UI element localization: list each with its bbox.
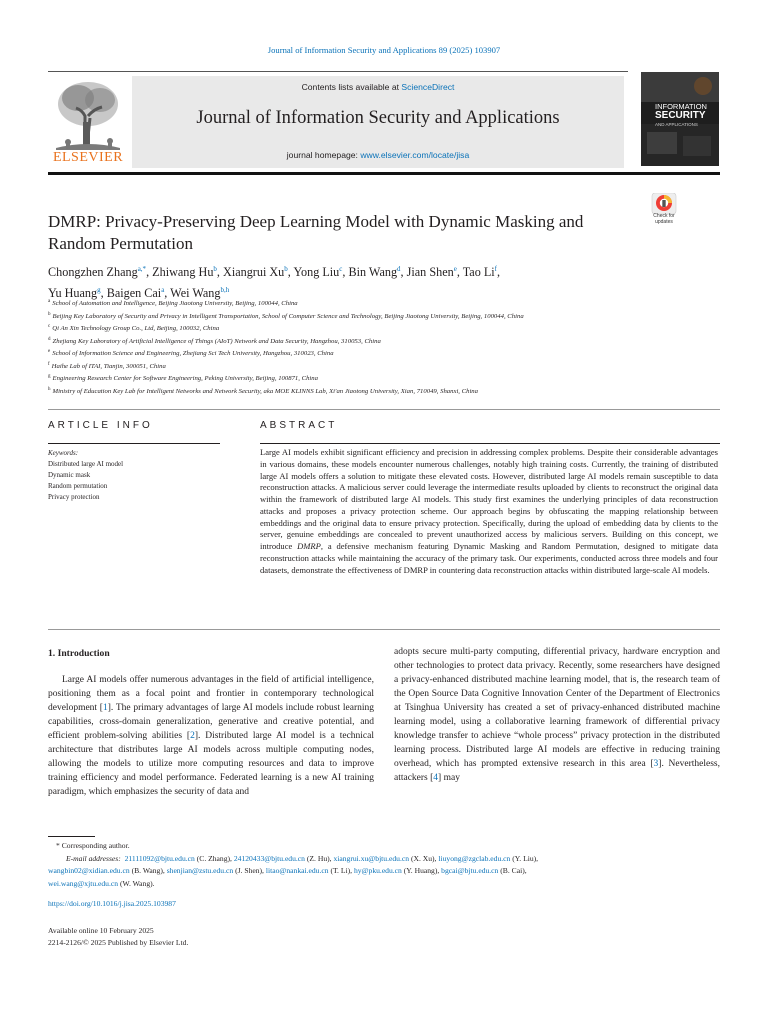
author-line-1: Chongzhen Zhang$^{a,*}$, Zhiwang Hu$^b$, Xiangrui Xu$^b$, Yong Liu$^c$, Bin Wang$^d$, Jian Shen$^e$, Tao Li$^f$,	[48, 265, 501, 279]
email-owner: (T. Li),	[330, 866, 353, 875]
author-affil-mark[interactable]: b	[284, 265, 288, 273]
cover-title-line3: AND APPLICATIONS	[655, 122, 698, 127]
cover-title-line1: INFORMATION	[655, 102, 707, 111]
keywords-label: Keywords:	[48, 449, 79, 457]
author-affil-mark[interactable]: a,*	[137, 265, 147, 273]
email-link[interactable]: xiangrui.xu@bjtu.edu.cn	[333, 853, 410, 863]
author-affil-mark[interactable]: d	[397, 265, 401, 273]
author-name[interactable]: Chongzhen Zhang	[48, 265, 138, 279]
citation-link[interactable]: 2	[190, 731, 195, 741]
crossmark-label-line1: Check for	[653, 213, 675, 219]
author-name[interactable]: Yu Huang	[48, 286, 98, 300]
affiliation-text: Engineering Research Center for Software Engineering, Peking University, Beijing, 100871, China	[52, 375, 318, 382]
author-affil-mark[interactable]: g	[97, 286, 101, 294]
author-affil-mark[interactable]: a	[161, 286, 165, 294]
affiliation-mark: g	[48, 374, 51, 379]
author-line-2: Yu Huang$^g$, Baigen Cai$^a$, Wei Wang$^{b,h}$	[48, 286, 230, 300]
contents-prefix: Contents lists available at	[301, 82, 402, 92]
affiliation-mark: e	[48, 349, 51, 354]
abstract-text-part: , a defensive mechanism featuring Dynamic Masking and Random Permutation, designed to mitigate data reconstruction attacks while maintaining the accuracy of the primary task. Our experiments, conducted across three models and four datasets, demonstrate the effectiveness of DMRP in countering data reconstruction attacks within distributed large-scale AI models.	[260, 541, 718, 575]
email-link[interactable]: shenjian@zstu.edu.cn	[166, 866, 234, 875]
author-name[interactable]: Jian Shen	[406, 265, 454, 279]
corresponding-author-note: * Corresponding author.	[56, 841, 130, 850]
paper-title	[48, 211, 648, 255]
affiliation-text: School of Automation and Intelligence, Beijing Jiaotong University, Beijing, 100044, China	[52, 300, 298, 307]
email-link[interactable]: 21111092@bjtu.edu.cn	[124, 853, 195, 863]
email-link[interactable]: 24120433@bjtu.edu.cn	[233, 853, 305, 863]
affiliation-mark: h	[48, 386, 51, 392]
affiliation-mark: d	[48, 336, 51, 342]
issn-copyright: 2214-2126/© 2025 Published by Elsevier Ltd.	[48, 937, 189, 947]
citation-link[interactable]: 1	[102, 703, 108, 713]
masthead-top-rule	[48, 71, 628, 72]
abstract-method-name: DMRP	[297, 541, 321, 551]
doi-link[interactable]: https://doi.org/10.1016/j.jisa.2025.103987	[48, 899, 176, 908]
contents-line	[132, 82, 624, 92]
section-divider	[48, 409, 720, 410]
affiliation-item	[48, 297, 720, 310]
email-owner: (W. Wang).	[119, 878, 155, 888]
author-name[interactable]: Xiangrui Xu	[223, 265, 285, 279]
body-text: ]. Distributed large AI model is a technical architecture that distributes large AI models across multiple computing nodes, allowing the models to utilize more computing resources and data to improve training efficiency and model performance. Federated learning is a new AI training paradigm, which emphasizes the security of data and	[48, 731, 374, 797]
paper-title-line1: DMRP: Privacy-Preserving Deep Learning Model with Dynamic Masking and	[48, 212, 584, 231]
author-name[interactable]: Bin Wang	[348, 265, 398, 279]
author-affil-mark[interactable]: b	[213, 265, 217, 273]
email-owner: (B. Wang),	[131, 866, 165, 875]
author-affil-mark[interactable]: b,h	[220, 286, 230, 294]
affiliation-item	[48, 360, 720, 373]
cover-title-line2: SECURITY	[655, 110, 706, 121]
affiliation-item	[48, 310, 553, 323]
paper-title-line2: Random Permutation	[48, 234, 193, 253]
body-text: adopts secure multi-party computing, differential privacy, hardware encryption and other technologies to protect data privacy. Recently, some researchers have designed a privacy-enhanced distributed machine learning model, that is, the research team of the Open Source Data Cognitive Innovation Center of the Department of Electronics at Tsinghua University has created a set of privacy-enhanced distributed machine learning model, using a collaborative learning framework of differential privacy knowledge transfer to achieve “whole process” privacy protection in the distributed learning process. Distributed large AI models are effective in reducing training overhead, which has prompted extensive research in this area [	[394, 647, 720, 769]
affiliation-text: School of Information Science and Engineering, Zhejiang Sci Tech University, Hangzhou, 310023, China	[52, 350, 334, 357]
journal-homepage-link[interactable]: www.elsevier.com/locate/jisa	[360, 150, 470, 160]
keyword-item: Random permutation	[48, 482, 108, 490]
available-online-date: Available online 10 February 2025	[48, 926, 154, 935]
email-link[interactable]: bgcai@bjtu.edu.cn	[441, 866, 499, 875]
author-affil-mark[interactable]: e	[453, 265, 457, 273]
journal-cover[interactable]	[641, 72, 719, 166]
author-name[interactable]: Zhiwang Hu	[152, 265, 214, 279]
abstract-body	[260, 447, 718, 576]
author-affil-mark[interactable]: c	[339, 265, 343, 273]
email-owner: (J. Shen),	[235, 866, 264, 875]
footnote-block	[48, 840, 720, 890]
email-owner: (Y. Huang),	[403, 866, 440, 875]
section-heading-introduction: 1. Introduction	[48, 648, 110, 659]
author-name[interactable]: Baigen Cai	[106, 286, 162, 300]
affiliation-item	[48, 335, 720, 348]
crossmark-label-line2: updates	[655, 219, 673, 225]
check-for-updates-badge[interactable]	[644, 193, 684, 227]
citation-link[interactable]: 3	[653, 759, 659, 769]
masthead-band	[132, 76, 624, 168]
email-owner: (Y. Liu),	[512, 853, 539, 863]
email-link[interactable]: wangbin02@xidian.edu.cn	[48, 866, 130, 875]
affiliation-mark: b	[48, 311, 51, 317]
body-column-left	[48, 673, 374, 799]
affiliation-mark: f	[48, 361, 50, 367]
homepage-line	[132, 150, 624, 160]
author-name[interactable]: Wei Wang	[170, 286, 221, 300]
abstract-text-part: Large AI models exhibit significant efficiency and precision in addressing complex problems. Despite their considerable advantages in various domains, these models encounter numerous challenges, notably high training costs. Currently, the training of distributed large AI models offers a solution to mitigate these elevated costs. However, distributed large AI models remain susceptible to data reconstruction attacks. A malicious server could leverage the intermediate results uploaded by clients to reconstruct the original data within the framework of distributed large AI models. This study first examines the underlying principles of data reconstruction attacks and proposes a privacy protection scheme. Our approach begins by obfuscating the mapping relationship between embeddings and the original data to ensure privacy protection. Specifically, during the upload of embedding data by clients to the server, genuine embeddings are concealed to prevent unauthorized access by malicious servers. Building on this concept, we introduce	[260, 447, 718, 551]
keyword-item: Distributed large AI model	[48, 460, 124, 468]
sciencedirect-link[interactable]: ScienceDirect	[401, 82, 455, 92]
affiliation-text: Zhejiang Key Laboratory of Artificial Intelligence of Things (AIoT) Network and Data Security, Hangzhou, 310053, China	[52, 337, 381, 345]
author-affil-mark[interactable]: f	[494, 265, 498, 273]
abstract-rule	[260, 443, 720, 444]
affiliation-mark: a	[48, 299, 51, 304]
crossmark-icon	[644, 193, 684, 215]
article-info-rule	[48, 443, 220, 444]
affiliation-text: Haihe Lab of ITAI, Tianjin, 300051, China	[51, 362, 166, 370]
affiliation-item	[48, 322, 720, 335]
email-label: E-mail addresses:	[66, 853, 121, 863]
journal-citation-link[interactable]: Journal of Information Security and Applications 89 (2025) 103907	[267, 45, 501, 55]
affiliation-text: Ministry of Education Key Lab for Intelligent Networks and Network Security, aka MOE KLINNS Lab, Xi'an Jiaotong University, Xian, 710049, Shanxi, China	[52, 387, 478, 395]
email-owner: (X. Xu),	[410, 853, 437, 863]
author-name[interactable]: Yong Liu	[293, 265, 340, 279]
elsevier-wordmark: ELSEVIER	[52, 150, 124, 165]
email-link[interactable]: liuyong@zgclab.edu.cn	[438, 853, 511, 863]
body-divider	[48, 629, 720, 630]
body-text: Large AI models offer numerous advantages in the field of artificial intelligence, positioning them as a focal point and frontier in contemporary technological development [	[48, 675, 374, 713]
article-info-heading: ARTICLE INFO	[48, 420, 153, 431]
body-text: ]. Nevertheless, attackers [	[394, 759, 720, 783]
journal-title: Journal of Information Security and Applications	[196, 108, 560, 128]
masthead-bottom-rule	[48, 172, 720, 175]
affiliation-text: Qi An Xin Technology Group Co., Ltd, Beijing, 100032, China	[52, 325, 220, 332]
affiliation-item	[48, 385, 720, 398]
affiliation-mark: c	[48, 324, 51, 329]
email-link[interactable]: litao@nankai.edu.cn	[265, 866, 329, 875]
keyword-item: Privacy protection	[48, 493, 100, 501]
email-link[interactable]: hy@pku.edu.cn	[353, 866, 402, 875]
email-list	[48, 853, 720, 866]
email-owner: (Z. Hu),	[306, 853, 332, 863]
body-text: ]. The primary advantages of large AI models include robust learning capabilities, cross-domain generalization, generative and creative potential, and efficient problem-solving abilities [	[48, 703, 374, 741]
affiliation-list	[48, 297, 720, 397]
affiliation-item	[48, 372, 720, 385]
citation-link[interactable]: 4	[433, 773, 439, 783]
footnote-rule	[48, 836, 95, 837]
keyword-item: Dynamic mask	[48, 471, 91, 479]
email-owner: (B. Cai),	[500, 866, 527, 875]
email-link[interactable]: wei.wang@xjtu.edu.cn	[48, 878, 119, 888]
affiliation-text: Beijing Key Laboratory of Security and Privacy in Intelligent Transportation, School of Computer Science and Technology, Beijing Jiaotong University, Beijing, 100044, China	[52, 312, 524, 320]
homepage-prefix: journal homepage:	[286, 150, 361, 160]
keywords-block	[48, 448, 220, 503]
email-owner: (C. Zhang),	[196, 853, 232, 863]
body-column-right	[394, 645, 720, 785]
author-name[interactable]: Tao Li	[462, 265, 495, 279]
publication-info	[48, 925, 188, 948]
email-list-cont	[48, 878, 720, 891]
body-text: ] may	[438, 773, 460, 783]
elsevier-logo[interactable]	[48, 76, 128, 164]
affiliation-item	[48, 347, 720, 360]
author-list	[48, 260, 688, 302]
abstract-heading: ABSTRACT	[260, 420, 338, 431]
email-list-cont	[48, 865, 720, 878]
